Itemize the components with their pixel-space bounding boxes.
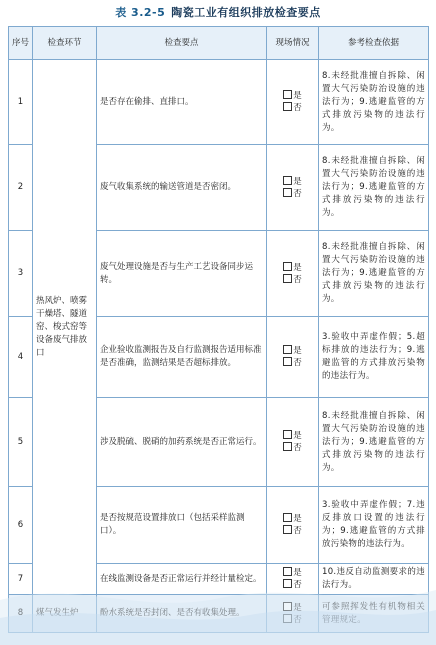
check-point: 酚水系统是否封闭、是否有收集处理。 [97,595,267,633]
table-row [9,60,429,145]
checkbox-icon[interactable] [283,357,292,366]
table-title-text: 陶瓷工业有组织排放检查要点 [171,6,321,19]
option-no[interactable]: 否 [270,188,315,200]
checkbox-icon[interactable] [283,442,292,451]
basis-cell: 8.未经批准擅自拆除、闲置大气污染防治设施的违法行为；9.逃避监管的方式排放污染物的违法行为。 [319,60,429,145]
check-point: 是否存在偷排、直排口。 [97,60,267,145]
row-number: 7 [9,564,33,595]
option-no[interactable]: 否 [270,442,315,454]
checkbox-icon[interactable] [283,90,292,99]
header-stage: 检查环节 [33,27,97,60]
basis-cell: 8.未经批准擅自拆除、闲置大气污染防治设施的违法行为；9.逃避监管的方式排放污染物的违法行为。 [319,231,429,317]
table-header-row [9,27,429,60]
checkbox-icon[interactable] [283,614,292,623]
check-point: 在线监测设备是否正常运行并经计量检定。 [97,564,267,595]
checkbox-icon[interactable] [283,513,292,522]
row-number: 5 [9,398,33,487]
option-yes[interactable]: 是 [270,430,315,442]
basis-cell: 可参照挥发性有机物相关管理规定。 [319,595,429,633]
stage-cell: 煤气发生炉 [33,595,97,633]
option-yes[interactable]: 是 [270,345,315,357]
basis-cell: 3.验收中弄虚作假；5.超标排放的违法行为；9.逃避监管的方式排放污染物的违法行为。 [319,317,429,398]
header-status: 现场情况 [267,27,319,60]
checkbox-icon[interactable] [283,176,292,185]
option-no[interactable]: 否 [270,614,315,626]
checkbox-icon[interactable] [283,579,292,588]
check-point: 废气处理设施是否与生产工艺设备同步运转。 [97,231,267,317]
checkbox-icon[interactable] [283,188,292,197]
status-cell [267,398,319,487]
row-number: 3 [9,231,33,317]
checkbox-icon[interactable] [283,602,292,611]
check-point: 是否按规范设置排放口（包括采样监测口）。 [97,487,267,564]
status-cell [267,231,319,317]
option-yes[interactable]: 是 [270,513,315,525]
row-number: 6 [9,487,33,564]
option-yes[interactable]: 是 [270,262,315,274]
status-cell [267,60,319,145]
checkbox-icon[interactable] [283,345,292,354]
option-no[interactable]: 否 [270,102,315,114]
basis-cell: 8.未经批准擅自拆除、闲置大气污染防治设施的违法行为；9.逃避监管的方式排放污染物的违法行为。 [319,398,429,487]
row-number: 1 [9,60,33,145]
status-cell [267,595,319,633]
inspection-table [8,26,429,633]
basis-cell: 10.违反自动监测要求的违法行为。 [319,564,429,595]
row-number: 8 [9,595,33,633]
check-point: 涉及脱硫、脱硝的加药系统是否正常运行。 [97,398,267,487]
option-no[interactable]: 否 [270,579,315,591]
table-title [0,4,436,20]
checkbox-icon[interactable] [283,430,292,439]
option-no[interactable]: 否 [270,525,315,537]
check-point: 企业验收监测报告及自行监测报告适用标准是否准确，监测结果是否超标排放。 [97,317,267,398]
checkbox-icon[interactable] [283,102,292,111]
status-cell [267,564,319,595]
table-number: 表 3.2-5 [115,6,166,19]
checkbox-icon[interactable] [283,262,292,271]
option-no[interactable]: 否 [270,274,315,286]
header-basis: 参考检查依据 [319,27,429,60]
header-point: 检查要点 [97,27,267,60]
option-yes[interactable]: 是 [270,567,315,579]
option-yes[interactable]: 是 [270,90,315,102]
checkbox-icon[interactable] [283,567,292,576]
status-cell [267,145,319,231]
stage-cell: 热风炉、喷雾干燥塔、隧道窑、梭式窑等设备废气排放口 [33,60,97,595]
option-yes[interactable]: 是 [270,176,315,188]
row-number: 4 [9,317,33,398]
check-point: 废气收集系统的输送管道是否密闭。 [97,145,267,231]
status-cell [267,317,319,398]
basis-cell: 3.验收中弄虚作假；7.违反排放口设置的违法行为；9.逃避监管的方式排放污染物的违法行为。 [319,487,429,564]
checkbox-icon[interactable] [283,525,292,534]
status-cell [267,487,319,564]
option-no[interactable]: 否 [270,357,315,369]
row-number: 2 [9,145,33,231]
table-row [9,595,429,633]
checkbox-icon[interactable] [283,274,292,283]
option-yes[interactable]: 是 [270,602,315,614]
basis-cell: 8.未经批准擅自拆除、闲置大气污染防治设施的违法行为；9.逃避监管的方式排放污染物的违法行为。 [319,145,429,231]
header-no: 序号 [9,27,33,60]
